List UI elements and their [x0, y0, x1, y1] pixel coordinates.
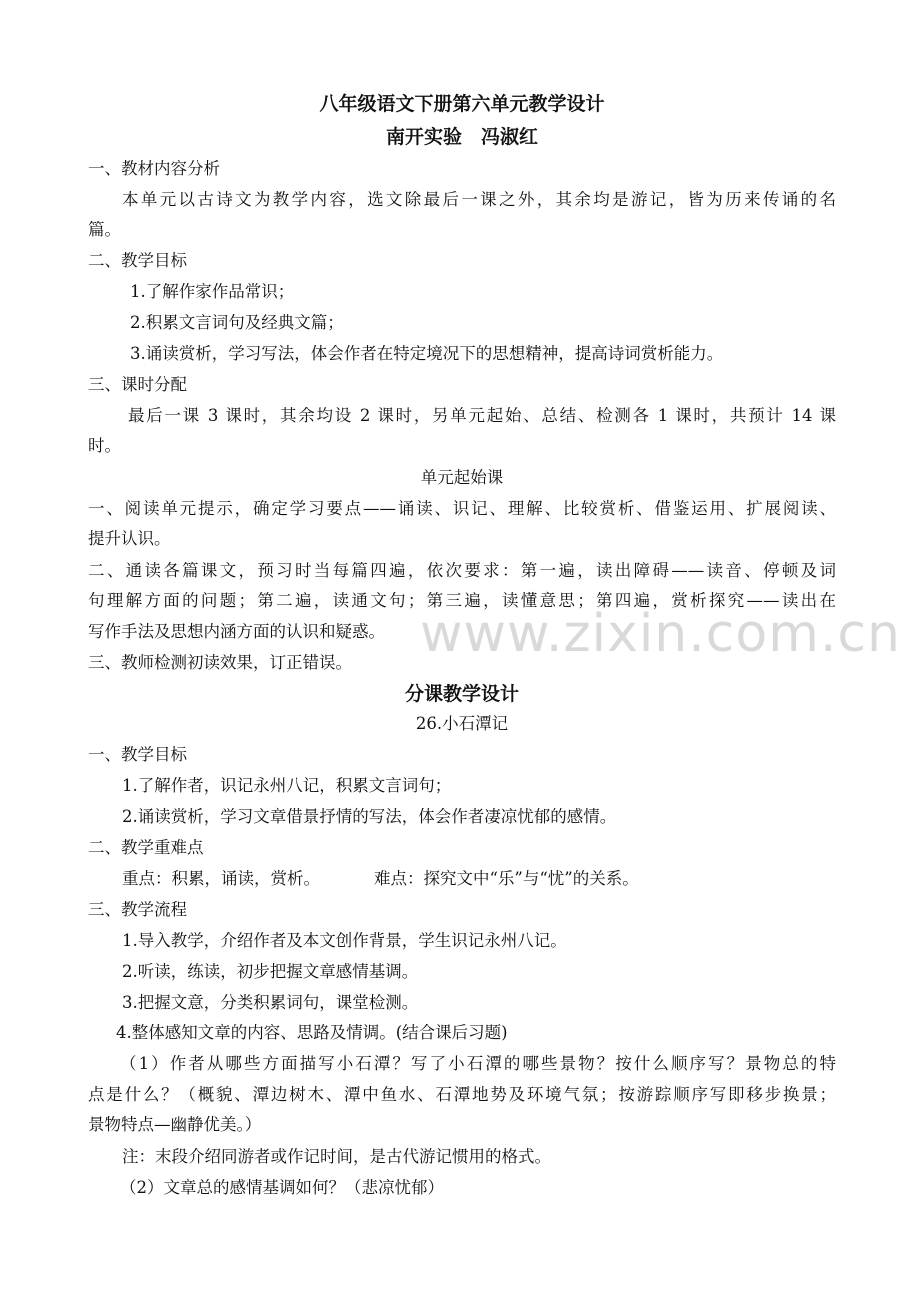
document-title: 八年级语文下册第六单元教学设计: [319, 93, 605, 115]
list-item: 1.了解作者，识记永州八记，积累文言词句；: [122, 776, 452, 795]
section-heading: 二、教学目标: [88, 251, 187, 270]
list-item: 2.听读，练读，初步把握文章感情基调。: [122, 962, 419, 981]
list-item: 3.把握文意，分类积累词句，课堂检测。: [122, 993, 419, 1012]
list-item: 1.导入教学，介绍作者及本文创作背景，学生识记永州八记。: [122, 931, 567, 950]
subsection-heading: 分课教学设计: [404, 683, 519, 705]
paragraph-line: 句理解方面的问题；第二遍，读通文句；第三遍，读懂意思；第四遍，赏析探究——读出在: [88, 591, 836, 610]
paragraph-line: （2）文章总的感情基调如何？（悲凉忧郁）: [120, 1178, 444, 1197]
paragraph-line: 三、教师检测初读效果，订正错误。: [88, 653, 352, 672]
section-heading: 三、课时分配: [88, 375, 187, 394]
difficult-points: 难点：探究文中“乐”与“忧”的关系。: [374, 869, 639, 888]
lesson-title: 26.小石潭记: [415, 714, 509, 733]
section-heading: 一、教材内容分析: [88, 159, 220, 178]
section-heading: 二、教学重难点: [88, 838, 204, 857]
paragraph-line: 时。: [88, 436, 121, 455]
paragraph-line: 篇。: [88, 220, 121, 239]
list-item: 2.诵读赏析，学习文章借景抒情的写法，体会作者凄凉忧郁的感情。: [122, 807, 617, 826]
paragraph-line: 二、通读各篇课文，预习时当每篇四遍，依次要求：第一遍，读出障碍——读音、停顿及词: [88, 561, 836, 580]
list-item: 3.诵读赏析，学习写法，体会作者在特定境况下的思想精神，提高诗词赏析能力。: [130, 344, 724, 363]
section-heading: 三、教学流程: [88, 900, 187, 919]
list-item: 4.整体感知文章的内容、思路及情调。(结合课后习题): [116, 1023, 508, 1042]
paragraph-line: 最后一课 3 课时，其余均设 2 课时，另单元起始、总结、检测各 1 课时，共预计 14 课: [128, 406, 836, 425]
note-line: 注：末段介绍同游者或作记时间，是古代游记惯用的格式。: [122, 1147, 551, 1166]
key-points: 重点：积累，诵读，赏析。: [122, 869, 320, 888]
paragraph-line: 提升认识。: [88, 529, 171, 548]
paragraph-line: 景物特点—幽静优美。）: [88, 1115, 262, 1134]
list-item: 1.了解作家作品常识；: [130, 282, 295, 301]
section-heading: 一、教学目标: [88, 745, 187, 764]
list-item: 2.积累文言词句及经典文篇；: [130, 313, 344, 332]
paragraph-line: （1）作者从哪些方面描写小石潭？写了小石潭的哪些景物？按什么顺序写？景物总的特: [120, 1054, 836, 1073]
watermark: www.zixin.com.cn: [420, 604, 901, 664]
document-author: 南开实验 冯淑红: [385, 126, 538, 148]
subsection-heading: 单元起始课: [420, 468, 504, 487]
paragraph-line: 本单元以古诗文为教学内容，选文除最后一课之外，其余均是游记，皆为历来传诵的名: [122, 190, 836, 209]
paragraph-line: 点是什么？（概貌、潭边树木、潭中鱼水、石潭地势及环境气氛；按游踪顺序写即移步换景；: [88, 1085, 836, 1104]
paragraph-line: 一、阅读单元提示，确定学习要点——诵读、识记、理解、比较赏析、借鉴运用、扩展阅读、: [88, 499, 836, 518]
paragraph-line: 写作手法及思想内涵方面的认识和疑惑。: [88, 622, 385, 641]
